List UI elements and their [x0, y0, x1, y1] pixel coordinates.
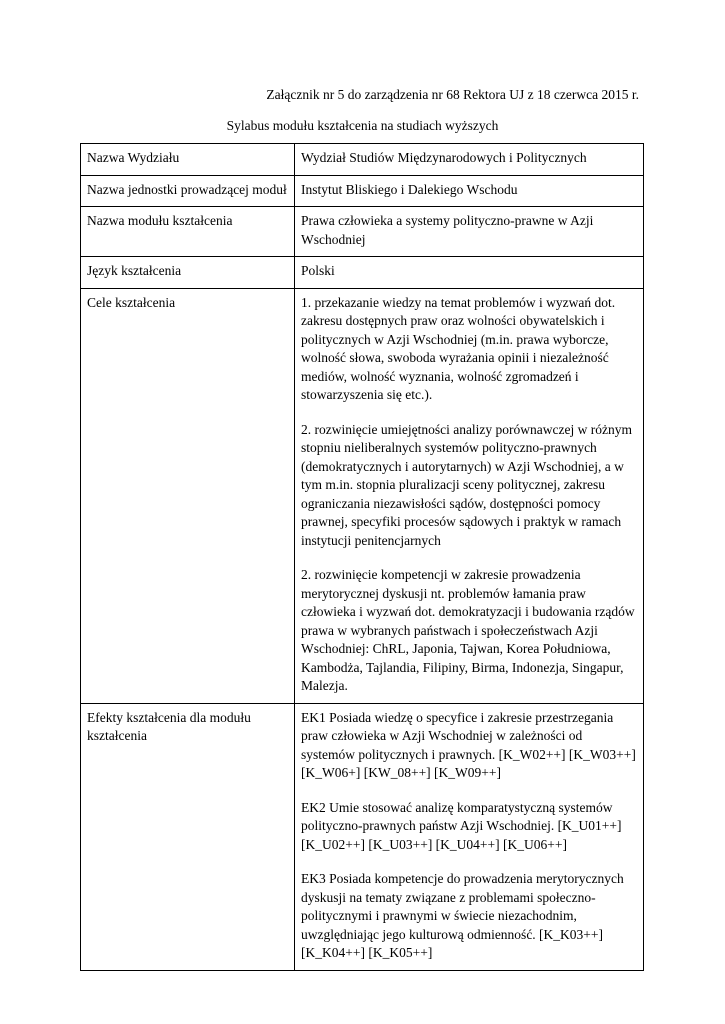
objective-3: 2. rozwinięcie kompetencji w zakresie prowadzenia merytorycznej dyskusji nt. problemów łamania praw człowieka i wyzwań dot. demokratyzacji i budowania rządów prawa w wybranych państwach i społeczeństwach Azji Wschodniej: ChRL, Japonia, Tajwan, Korea Południowa, Kambodża, Tajlandia, Filipiny, Birma, Indonezja, Singapur, Malezja. — [301, 567, 635, 693]
objective-1: 1. przekazanie wiedzy na temat problemów i wyzwań dot. zakresu dostępnych praw oraz wolności obywatelskich i politycznych w Azji Wschodniej (m.in. prawa wyborcze, wolność słowa, swoboda wyrażania opinii i niezależność mediów, wolność wyznania, wolność zgromadzeń i stowarzyszenia się etc.). — [301, 294, 616, 402]
outcome-ek3: EK3 Posiada kompetencje do prowadzenia merytorycznych dyskusji na tematy związane z problemami społeczno-politycznymi i prawnymi w świecie niezachodnim, uwzględniając jego kulturową odmienność. [K_K03++] [K_K04++] [K_K05++] — [301, 871, 624, 960]
value-unit-name — [295, 175, 644, 207]
objective-2: 2. rozwinięcie umiejętności analizy porównawczej w różnym stopniu nieliberalnych systemów polityczno-prawnych (demokratycznych i autorytarnych) w Azji Wschodniej, a w tym m.in. stopnia pluralizacji sceny politycznej, zakresu ograniczania niezawisłości sądów, dostępności pomocy prawnej, specyfiki procesów sądowych i praktyk w ramach instytucji penitencjarnych — [301, 421, 633, 548]
row-faculty-name — [81, 144, 644, 176]
label-module-name: Nazwa modułu kształcenia — [81, 207, 295, 257]
row-module-name — [81, 207, 644, 257]
row-learning-outcomes — [81, 703, 644, 970]
language-text: Polski — [301, 263, 335, 278]
annex-note: Załącznik nr 5 do zarządzenia nr 68 Rektora UJ z 18 czerwca 2015 r. — [266, 87, 639, 102]
value-objectives — [295, 288, 644, 703]
syllabus-table — [80, 143, 644, 971]
label-faculty-name: Nazwa Wydziału — [81, 144, 295, 176]
module-name-text: Prawa człowieka a systemy polityczno-prawne w Azji Wschodniej — [301, 213, 594, 247]
label-learning-outcomes: Efekty kształcenia dla modułu kształcenia — [81, 703, 295, 970]
value-faculty-name — [295, 144, 644, 176]
value-language — [295, 257, 644, 289]
syllabus-title: Sylabus modułu kształcenia na studiach wyższych — [226, 118, 499, 133]
value-learning-outcomes — [295, 703, 644, 970]
row-unit-name — [81, 175, 644, 207]
row-language — [81, 257, 644, 289]
unit-name-text: Instytut Bliskiego i Dalekiego Wschodu — [301, 181, 518, 197]
value-module-name — [295, 207, 644, 257]
row-objectives — [81, 288, 644, 703]
outcome-ek2: EK2 Umie stosować analizę komparatystyczną systemów polityczno-prawnych państw Azji Wschodniej. [K_U01++] [K_U02++] [K_U03++] [K_U04++] [K_U06++] — [301, 799, 622, 852]
label-unit-name: Nazwa jednostki prowadzącej moduł — [81, 175, 295, 207]
faculty-name-text: Wydział Studiów Międzynarodowych i Politycznych — [301, 150, 587, 165]
outcome-ek1: EK1 Posiada wiedzę o specyfice i zakresie przestrzegania praw człowieka w Azji Wschodniej w zależności od systemów politycznych i prawnych. [K_W02++] [K_W03++] [K_W06+] [KW_08++] [K_W09++] — [301, 709, 636, 780]
label-objectives: Cele kształcenia — [81, 288, 295, 703]
label-language: Język kształcenia — [81, 257, 295, 289]
